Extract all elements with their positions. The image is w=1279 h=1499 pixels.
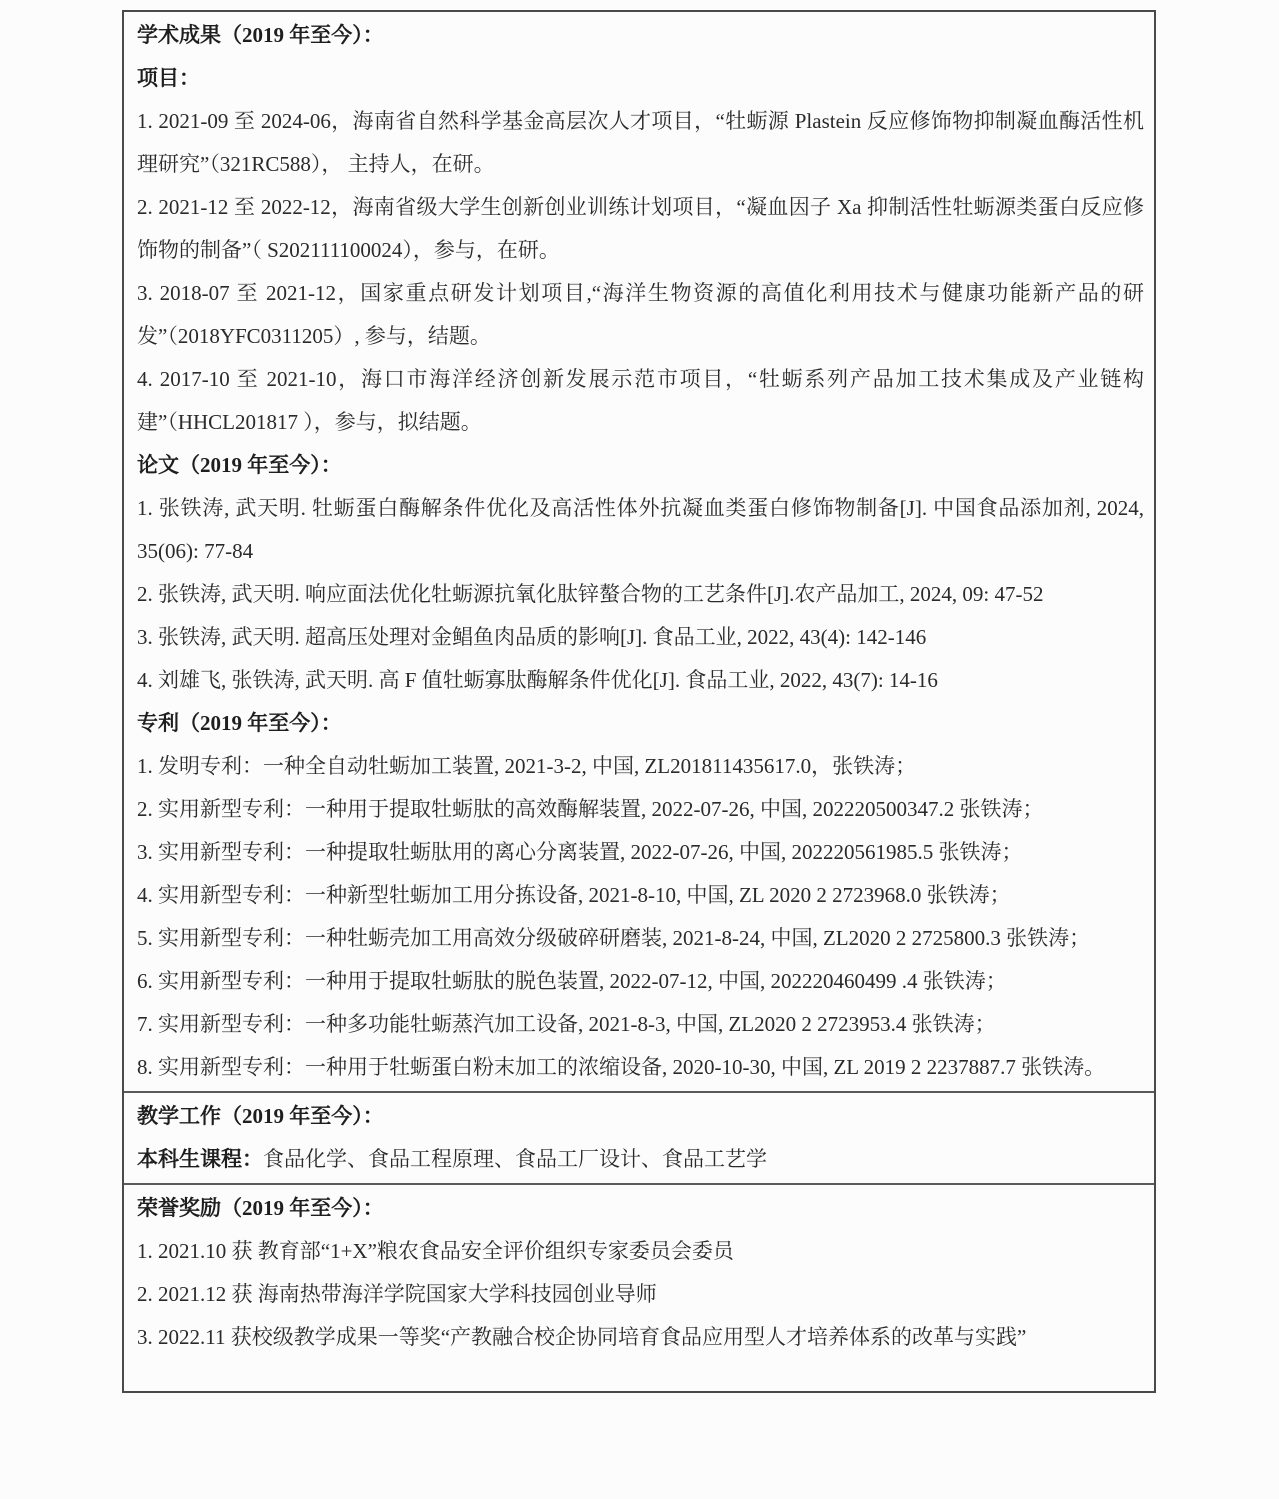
patent-item-2: 2. 实用新型专利：一种用于提取牡蛎肽的高效酶解装置, 2022-07-26, 中国, 202220500347.2 张铁涛； — [137, 797, 1044, 821]
project-item-2: 2. 2021-12 至 2022-12，海南省级大学生创新创业训练计划项目，“凝血因子 Xa 抑制活性牡蛎源类蛋白反应修饰物的制备”（ S202111100024），参与，在研。 — [137, 195, 1144, 262]
paper-item-2: 2. 张铁涛, 武天明. 响应面法优化牡蛎源抗氧化肽锌螯合物的工艺条件[J].农产品加工, 2024, 09: 47-52 — [137, 582, 1044, 606]
academic-title: 学术成果（2019 年至今）： — [137, 23, 384, 47]
section-academic-achievements — [124, 12, 1154, 1091]
paper-item-4: 4. 刘雄飞, 张铁涛, 武天明. 高 F 值牡蛎寡肽酶解条件优化[J]. 食品工业, 2022, 43(7): 14-16 — [137, 668, 938, 692]
courses-line — [137, 1138, 1144, 1181]
project-item-3: 3. 2018-07 至 2021-12，国家重点研发计划项目,“海洋生物资源的高值化利用技术与健康功能新产品的研发”（2018YFC0311205）, 参与，结题。 — [137, 281, 1144, 348]
award-item-1: 1. 2021.10 获 教育部“1+X”粮农食品安全评价组织专家委员会委员 — [137, 1239, 734, 1263]
patent-item-7: 7. 实用新型专利：一种多功能牡蛎蒸汽加工设备, 2021-8-3, 中国, ZL2020 2 2723953.4 张铁涛； — [137, 1012, 996, 1036]
patent-item-5: 5. 实用新型专利：一种牡蛎壳加工用高效分级破碎研磨装, 2021-8-24, 中国, ZL2020 2 2725800.3 张铁涛； — [137, 926, 1091, 950]
patent-item-1: 1. 发明专利：一种全自动牡蛎加工装置, 2021-3-2, 中国, ZL201811435617.0，张铁涛； — [137, 754, 917, 778]
honors-title: 荣誉奖励（2019 年至今）： — [137, 1196, 384, 1220]
courses-list: 食品化学、食品工程原理、食品工厂设计、食品工艺学 — [263, 1147, 767, 1171]
award-item-2: 2. 2021.12 获 海南热带海洋学院国家大学科技园创业导师 — [137, 1282, 657, 1306]
projects-label: 项目： — [137, 66, 200, 90]
patent-item-8: 8. 实用新型专利：一种用于牡蛎蛋白粉末加工的浓缩设备, 2020-10-30, 中国, ZL 2019 2 2237887.7 张铁涛。 — [137, 1055, 1106, 1079]
teaching-title: 教学工作（2019 年至今）： — [137, 1104, 384, 1128]
section-honors — [124, 1183, 1154, 1391]
papers-label: 论文（2019 年至今）： — [137, 453, 342, 477]
paper-item-3: 3. 张铁涛, 武天明. 超高压处理对金鲳鱼肉品质的影响[J]. 食品工业, 2022, 43(4): 142-146 — [137, 625, 927, 649]
patents-label: 专利（2019 年至今）： — [137, 711, 342, 735]
patent-item-4: 4. 实用新型专利：一种新型牡蛎加工用分拣设备, 2021-8-10, 中国, ZL 2020 2 2723968.0 张铁涛； — [137, 883, 1011, 907]
section-teaching — [124, 1091, 1154, 1183]
paper-item-1: 1. 张铁涛, 武天明. 牡蛎蛋白酶解条件优化及高活性体外抗凝血类蛋白修饰物制备[J]. 中国食品添加剂, 2024, 35(06): 77-84 — [137, 496, 1144, 563]
courses-label: 本科生课程： — [137, 1147, 263, 1171]
project-item-4: 4. 2017-10 至 2021-10，海口市海洋经济创新发展示范市项目，“牡蛎系列产品加工技术集成及产业链构建”（HHCL201817 ），参与，拟结题。 — [137, 367, 1144, 434]
patent-item-6: 6. 实用新型专利：一种用于提取牡蛎肽的脱色装置, 2022-07-12, 中国, 202220460499 .4 张铁涛； — [137, 969, 1007, 993]
project-item-1: 1. 2021-09 至 2024-06，海南省自然科学基金高层次人才项目，“牡蛎源 Plastein 反应修饰物抑制凝血酶活性机理研究”（321RC588）， 主持人，在研。 — [137, 109, 1144, 176]
cv-table — [122, 10, 1156, 1393]
patent-item-3: 3. 实用新型专利：一种提取牡蛎肽用的离心分离装置, 2022-07-26, 中国, 202220561985.5 张铁涛； — [137, 840, 1023, 864]
award-item-3: 3. 2022.11 获校级教学成果一等奖“产教融合校企协同培育食品应用型人才培养体系的改革与实践” — [137, 1325, 1027, 1349]
